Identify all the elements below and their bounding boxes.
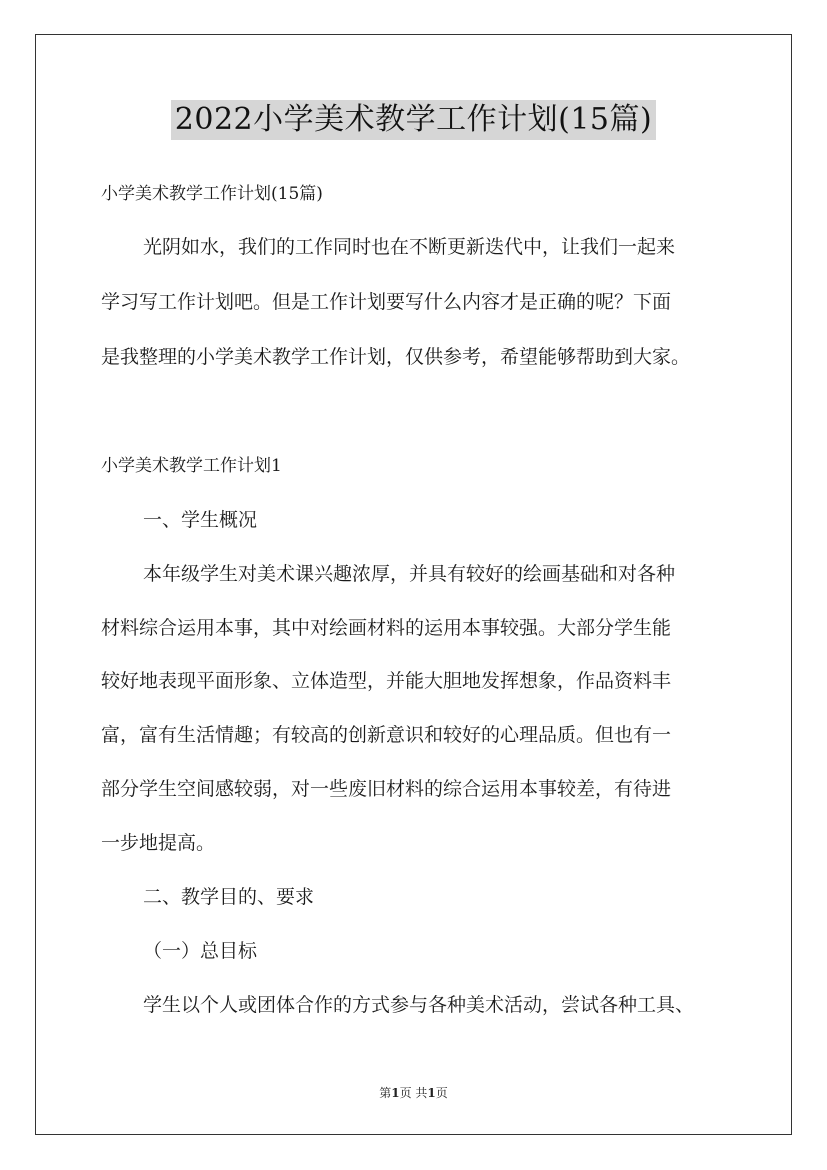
- intro-line: 学习写工作计划吧。但是工作计划要写什么内容才是正确的呢？下面: [101, 291, 672, 313]
- paragraph-line: 学生以个人或团体合作的方式参与各种美术活动，尝试各种工具、: [143, 994, 695, 1016]
- document-subtitle: 小学美术教学工作计划(15篇): [101, 184, 323, 204]
- footer-prefix: 第: [379, 1086, 392, 1100]
- document-title: 2022小学美术教学工作计划(15篇): [171, 100, 656, 140]
- paragraph-line: 本年级学生对美术课兴趣浓厚，并具有较好的绘画基础和对各种: [143, 563, 676, 585]
- intro-line: 光阴如水，我们的工作同时也在不断更新迭代中，让我们一起来: [143, 236, 676, 258]
- intro-line: 是我整理的小学美术教学工作计划，仅供参考，希望能够帮助到大家。: [101, 346, 691, 368]
- paragraph-line: 材料综合运用本事，其中对绘画材料的运用本事较强。大部分学生能: [101, 617, 672, 639]
- paragraph-line: 部分学生空间感较弱，对一些废旧材料的综合运用本事较差，有待进: [101, 778, 672, 800]
- title-container: [0, 100, 827, 140]
- footer-mid: 页 共: [399, 1086, 428, 1100]
- section-title: 小学美术教学工作计划1: [101, 456, 282, 476]
- paragraph-line: 富，富有生活情趣；有较高的创新意识和较好的心理品质。但也有一: [101, 724, 672, 746]
- heading-overall-goal: （一）总目标: [143, 940, 258, 962]
- page-footer: [0, 1085, 827, 1101]
- heading-student-overview: 一、学生概况: [143, 509, 258, 531]
- footer-total-pages: 1: [427, 1086, 436, 1100]
- heading-teaching-goals: 二、教学目的、要求: [143, 886, 315, 908]
- paragraph-line: 一步地提高。: [101, 832, 216, 854]
- footer-suffix: 页: [435, 1086, 448, 1100]
- footer-page-number: 1: [391, 1086, 400, 1100]
- paragraph-line: 较好地表现平面形象、立体造型，并能大胆地发挥想象，作品资料丰: [101, 670, 672, 692]
